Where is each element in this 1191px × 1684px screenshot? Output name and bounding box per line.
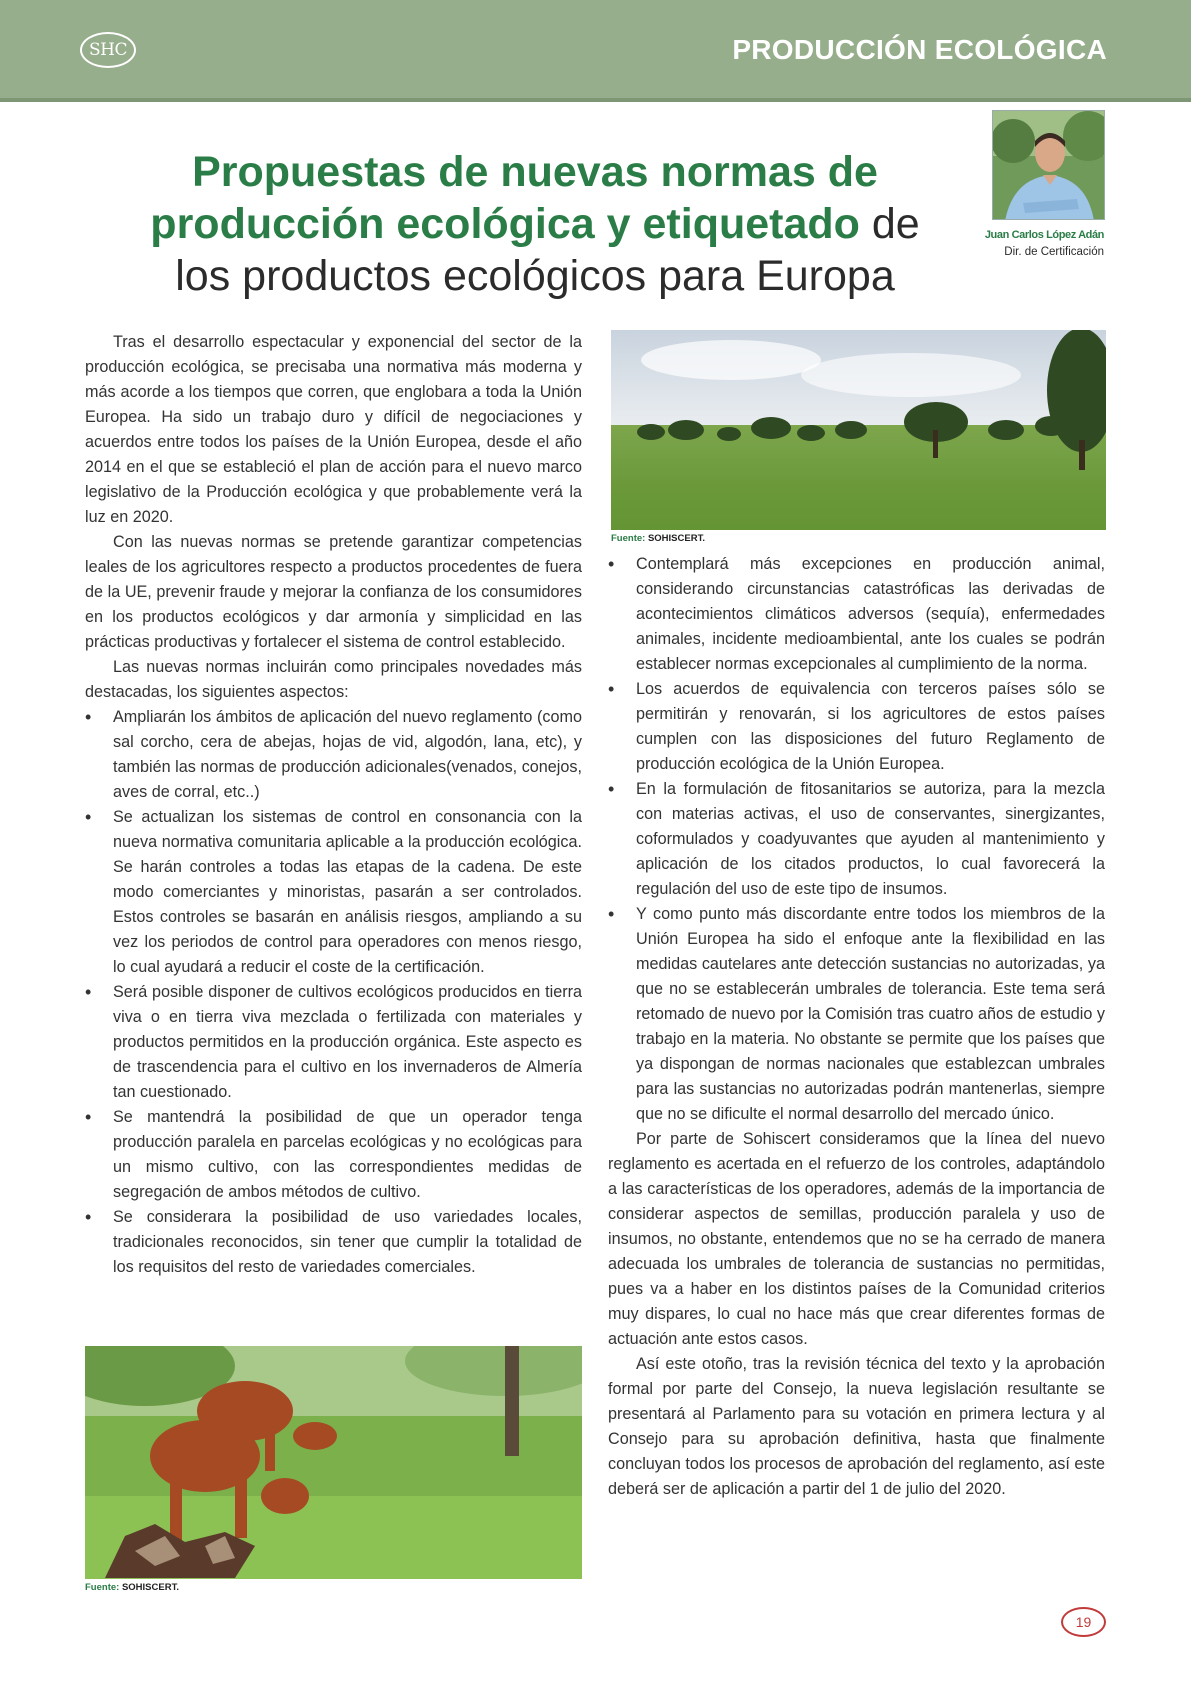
bullet-item: • Contemplará más excepciones en producción animal, considerando circunstancias catastróficas las derivadas de acontecimientos climáticos adversos (sequía), enfermedades animales, incidente medioambiental, ante los cuales se podrán establecer normas excepcionales al cumplimiento de la norma.: [608, 552, 1105, 677]
bullet-item: • Se actualizan los sistemas de control en consonancia con la nueva normativa comunitaria aplicable a la producción ecológica. Se harán controles a todas las etapas de la cadena. De este modo comerciantes y minoristas, pasarán a ser controlados. Estos controles se basarán en análisis riesgos, ampliando a su vez los periodos de control para operadores con menos riesgo, lo cual ayudará a reducir el coste de la certificación.: [85, 805, 582, 980]
header-divider: [0, 98, 1191, 102]
author-name: Juan Carlos López Adán: [984, 229, 1104, 241]
paragraph: Así este otoño, tras la revisión técnica del texto y la aprobación formal por parte del Consejo, la nueva legislación resultante se presentará al Parlamento para su votación en primera lectura y al Consejo para su aprobación definitiva, hasta que finalmente concluyan todos los procesos de aprobación del reglamento, así este deberá ser de aplicación a partir del 1 de julio del 2020.: [608, 1355, 1105, 1498]
author-role: Dir. de Certificación: [1004, 246, 1104, 258]
paragraph: Por parte de Sohiscert consideramos que la línea del nuevo reglamento es acertada en el refuerzo de los controles, adaptándolo a las características de los operadores, además de la importancia de considerar aspectos de semillas, producción paralela y uso de insumos, no obstante, entendemos que no se ha cerrado de manera adecuada los umbrales de tolerancia de sustancias no permitidas, pues va a haber en los distintos países de la Comunidad criterios muy dispares, lo cual no hace más que crear diferentes formas de actuación ante estos casos.: [608, 1130, 1105, 1348]
page-header: [0, 0, 1191, 98]
shc-logo: SHC: [80, 32, 136, 68]
caption-label: Fuente:: [85, 1582, 120, 1593]
bullet-item: • Se considerara la posibilidad de uso variedades locales, tradicionales reconocidos, sin tener que cumplir la totalidad de los requisitos del resto de variedades comerciales.: [85, 1205, 582, 1280]
photo-caption: [85, 1582, 179, 1593]
bullet-item: • Los acuerdos de equivalencia con terceros países sólo se permitirán y renovarán, si los agricultores de estos países cumplen con las disposiciones del futuro Reglamento de producción ecológica de la Unión Europea.: [608, 677, 1105, 777]
caption-source: SOHISCERT.: [121, 1582, 179, 1593]
title-rest: de los productos ecológicos para Europa: [175, 200, 920, 300]
paragraph: Las nuevas normas incluirán como principales novedades más destacadas, los siguientes aspectos:: [85, 658, 582, 701]
caption-label: Fuente:: [611, 533, 646, 544]
section-title: PRODUCCIÓN ECOLÓGICA: [732, 34, 1107, 65]
caption-source: SOHISCERT.: [647, 533, 705, 544]
paragraph: Tras el desarrollo espectacular y exponencial del sector de la producción ecológica, se precisaba una normativa más moderna y más acorde a los tiempos que corren, que englobara a toda la Unión Europea. Ha sido un trabajo duro y difícil de negociaciones y acuerdos entre todos los países de la Unión Europea, desde el año 2014 en el que se estableció el plan de acción para el nuevo marco legislativo de la Producción ecológica y que probablemente verá la luz en 2020.: [85, 333, 582, 526]
left-column: [85, 330, 582, 1280]
right-column: [608, 552, 1105, 1502]
author-photo: [992, 110, 1105, 220]
bullet-item: • Ampliarán los ámbitos de aplicación del nuevo reglamento (como sal corcho, cera de abejas, hojas de vid, algodón, lana, etc), y también las normas de producción adicionales(venados, conejos, aves de corral, etc..): [85, 705, 582, 805]
bullet-item: • Será posible disponer de cultivos ecológicos producidos en tierra viva o en tierra viva mezclada o fertilizada con materiales y productos permitidos en la producción orgánica. Este aspecto es de trascendencia para el cultivo en los invernaderos de Almería tan cuestionado.: [85, 980, 582, 1105]
bullet-list: [85, 705, 582, 1280]
bullet-item: • Se mantendrá la posibilidad de que un operador tenga producción paralela en parcelas ecológicas y no ecológicas para un mismo cultivo, con las correspondientes medidas de segregación de ambos métodos de cultivo.: [85, 1105, 582, 1205]
cattle-photo: [85, 1346, 582, 1579]
article-title: [140, 146, 930, 302]
paragraph: Con las nuevas normas se pretende garantizar competencias leales de los agricultores respecto a productos procedentes de fuera de la UE, prevenir fraude y mejorar la confianza de los consumidores en los productos ecológicos y dar armonía y simplicidad en las prácticas productivas y fortalecer el sistema de control establecido.: [85, 533, 582, 651]
bullet-item: • Y como punto más discordante entre todos los miembros de la Unión Europea ha sido el enfoque ante la flexibilidad en las medidas cautelares ante detección sustancias no autorizadas, ya que no se establecerán umbrales de tolerancia. Este tema será retomado de nuevo por la Comisión tras cuatro años de estudio y trabajo en la materia. No obstante se permite que los países que ya dispongan de normas nacionales que establezcan umbrales para las sustancias no autorizadas podrán mantenerlas, siempre que no se dificulte el normal desarrollo del mercado único.: [608, 902, 1105, 1127]
bullet-item: • En la formulación de fitosanitarios se autoriza, para la mezcla con materias activas, el uso de conservantes, sinergizantes, coformulados y coadyuvantes que ayuden al mantenimiento y aplicación de los citados productos, lo cual favorecerá la regulación del uso de este tipo de insumos.: [608, 777, 1105, 902]
photo-caption: [611, 533, 705, 544]
landscape-photo: [611, 330, 1106, 530]
title-highlight: Propuestas de nuevas normas de producción ecológica y etiquetado: [150, 148, 878, 248]
page-number: 19: [1061, 1607, 1106, 1637]
bullet-list: [608, 552, 1105, 1127]
